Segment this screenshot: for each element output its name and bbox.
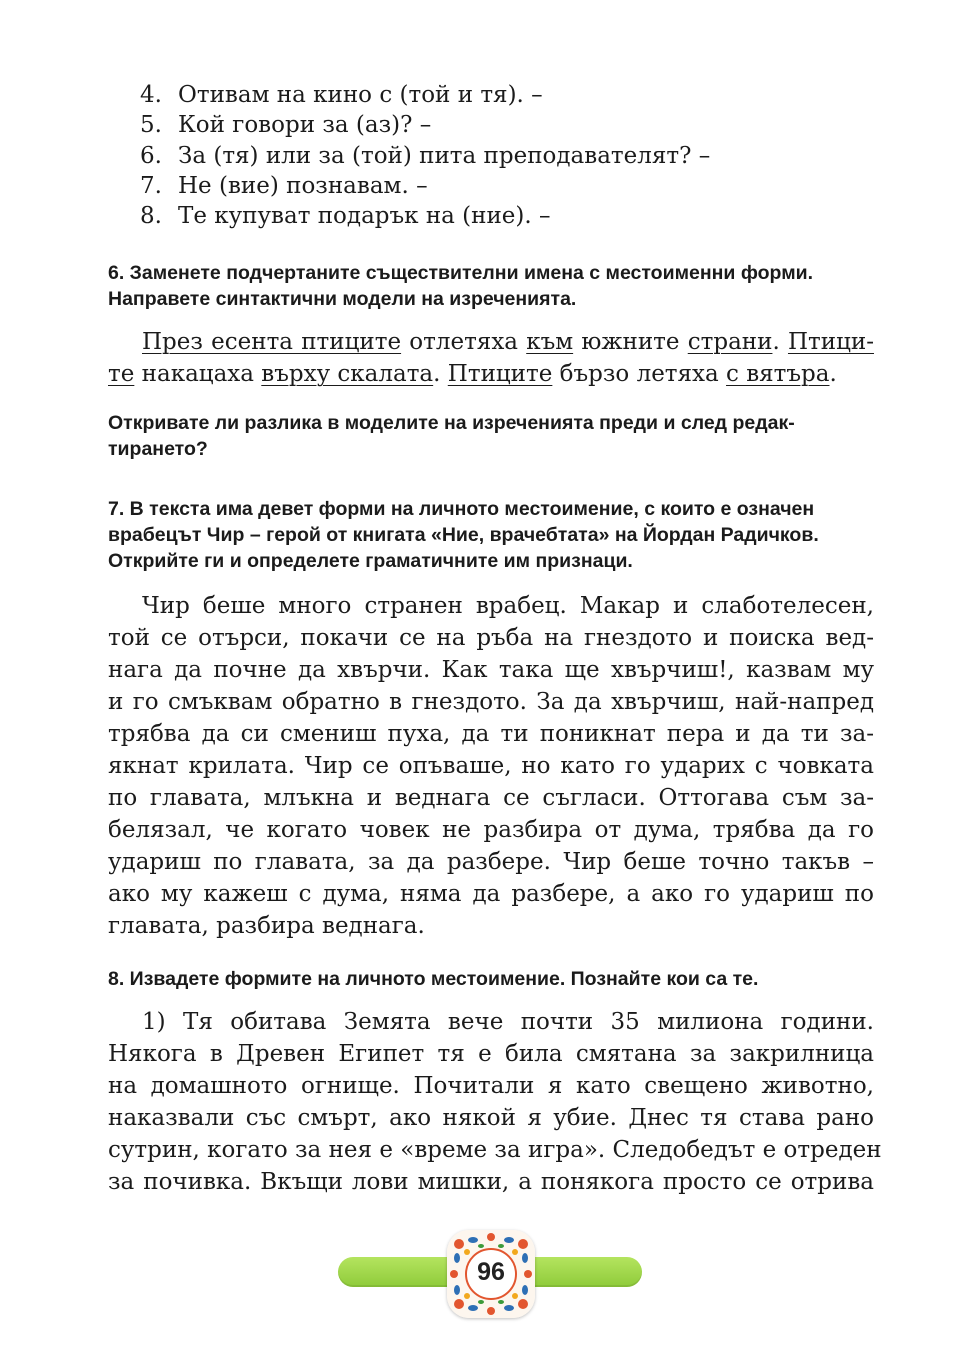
task6-question [108,410,876,462]
text-line: наказвали със смърт, ако някой я убие. Днес тя става рано [108,1105,874,1131]
sentence-segment: накацаха [134,361,262,387]
underlined-segment: към [526,329,574,355]
underlined-segment: Птици- [787,329,874,355]
text-line: на домашното огнище. Почитали я като свещено животно, [108,1073,874,1099]
text-line: главата, разбира веднага. [108,913,425,939]
text-line: трябва да си смениш пуха, да ти поникнат пера и да ти за- [108,721,874,747]
task6-sentence-line [108,358,874,390]
list-item [140,141,710,171]
list-item-number: 7. [140,172,162,199]
text-line: белязал, че когато човек не разбира от дума, трябва да го [108,817,874,843]
task8-heading [108,966,876,992]
task7-heading [108,496,876,574]
underlined-segment: страни [687,329,773,355]
text-line: Някога в Древен Египет тя е била смятана за закрилница [108,1041,874,1067]
list-item-text: Отивам на кино с (той и тя). – [178,82,543,108]
list-item-text: Кой говори за (аз)? – [178,112,432,139]
task6-heading [108,260,876,312]
underlined-segment: Птиците [447,361,553,387]
text-line: Чир беше много странен врабец. Макар и слаботелесен, [142,593,874,619]
task6-sentences [108,326,874,390]
list-item-number: 6. [140,142,162,169]
text-line: и го смъквам обратно в гнездото. За да хвърчиш, най-напред [108,689,874,715]
page-number-badge [447,1230,535,1318]
task6-question-line: Откривате ли разлика в моделите на изреченията преди и след редак- [108,412,795,434]
list-item [140,110,710,140]
sentence-segment: отлетяха [401,329,527,355]
list-item [140,171,710,201]
task8-heading-line: 8. Извадете формите на личното местоимение. Познайте кои са те. [108,968,759,990]
sentence-segment: бързо летяха [552,361,727,387]
text-line: нага да почне да хвърчи. Как така ще хвърчиш!, казвам му [108,657,874,683]
text-line: удариш по главата, за да разбере. Чир беше точно такъв – [108,849,874,875]
list-item-text: Те купуват подарък на (ние). – [178,203,551,230]
task6-heading-line: 6. Заменете подчертаните съществителни имена с местоименни форми. [108,262,814,284]
page-number: 96 [477,1258,505,1286]
list-item-text: Не (вие) познавам. – [178,172,428,199]
task6-sentence-line [108,326,874,358]
text-line: якнат крилата. Чир се опъваше, но като го ударих с човката [108,753,874,779]
text-line: 1) Тя обитава Земята вече почти 35 милиона години. [142,1009,874,1035]
task6-question-line: тирането? [108,438,208,460]
list-item-number: 4. [140,82,162,108]
sentence-segment: . [772,329,788,355]
list-item-number: 5. [140,112,162,139]
list-item [140,201,710,231]
text-line: за почивка. Вкъщи лови мишки, а понякога просто се отрива [108,1169,874,1195]
sentence-segment: . [433,361,448,387]
task7-heading-line: Открийте ги и определете граматичните им признаци. [108,550,633,572]
exercise-list [140,80,710,231]
list-item-number: 8. [140,203,162,230]
text-line: по главата, млъкна и веднага се съгласи. Оттогава съм за- [108,785,874,811]
text-line: ако му кажеш с дума, няма да разбере, а ако го удариш по [108,881,874,907]
task8-text [108,1006,882,1198]
task7-heading-line: врабецът Чир – герой от книгата «Ние, врачебтата» на Йордан Радичков. [108,524,819,546]
text-line: той се отърси, покачи се на ръба на гнездото и поиска вед- [108,625,874,651]
task7-text [108,590,874,942]
task7-heading-line: 7. В текста има девет форми на личното местоимение, с които е означен [108,498,815,520]
sentence-segment: . [829,361,837,387]
sentence-segment: южните [573,329,688,355]
underlined-segment: с вятъра [726,361,830,387]
underlined-segment: През есента птиците [142,329,402,355]
text-line: сутрин, когато за нея е «време за игра». Следобедът е отреден [108,1137,882,1163]
list-item-text: За (тя) или за (той) пита преподавателят? – [178,142,711,169]
underlined-segment: върху скалата [261,361,434,387]
task6-heading-line: Направете синтактични модели на изреченията. [108,288,577,310]
list-item [140,80,710,110]
underlined-segment: те [108,361,135,387]
